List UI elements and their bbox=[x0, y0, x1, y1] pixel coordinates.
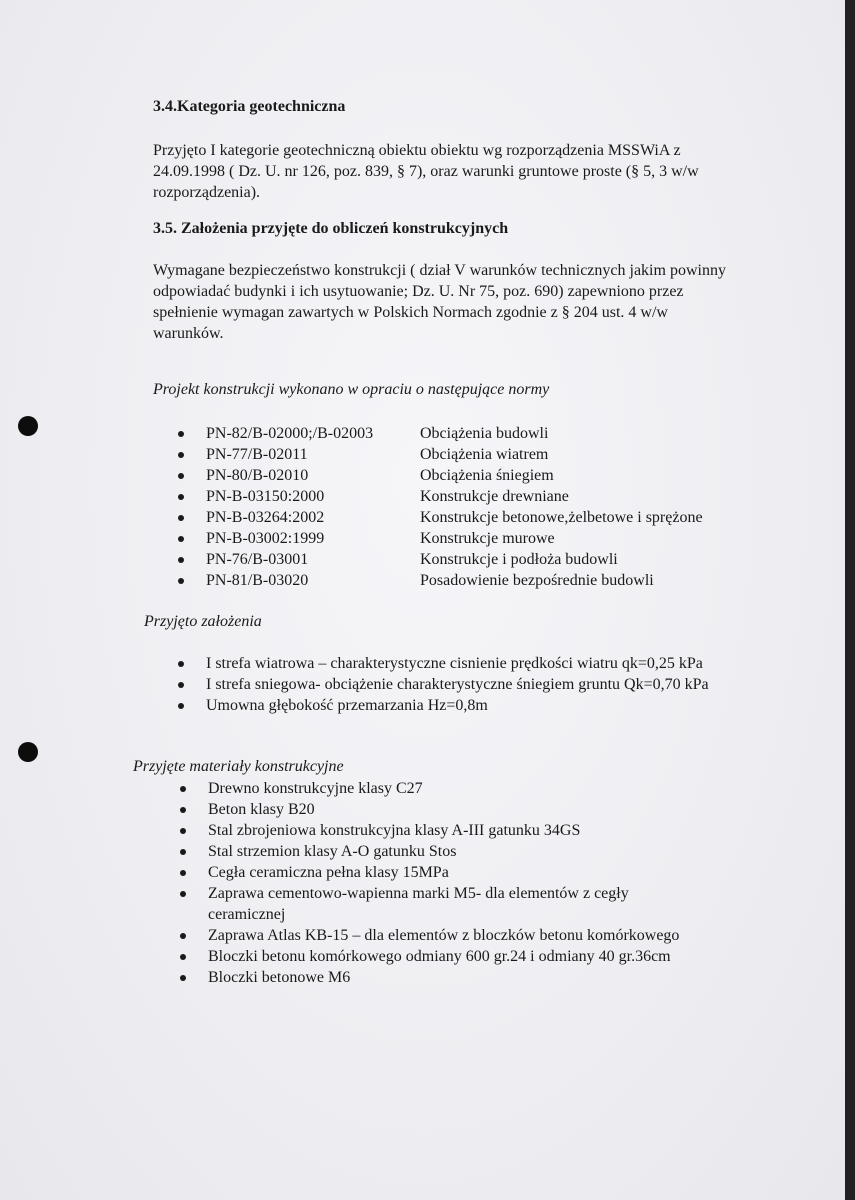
list-item-text: Drewno konstrukcyjne klasy C27 bbox=[208, 780, 423, 797]
list-item bbox=[178, 883, 688, 925]
norm-description: Konstrukcje i podłoża budowli bbox=[420, 551, 618, 568]
bullet-icon bbox=[180, 975, 186, 981]
bullet-icon bbox=[178, 661, 184, 667]
norm-code: PN-76/B-03001 bbox=[206, 551, 309, 568]
list-item-text: Zaprawa cementowo-wapienna marki M5- dla elementów z cegły ceramicznej bbox=[208, 885, 629, 923]
norm-description: Posadowienie bezpośrednie budowli bbox=[420, 572, 654, 589]
list-item bbox=[176, 528, 703, 549]
norm-description: Konstrukcje murowe bbox=[420, 530, 555, 547]
norm-description: Obciążenia budowli bbox=[420, 425, 549, 442]
norm-code: PN-B-03264:2002 bbox=[206, 509, 325, 526]
norm-description: Konstrukcje betonowe,żelbetowe i sprężone bbox=[420, 509, 703, 526]
norm-description: Konstrukcje drewniane bbox=[420, 488, 569, 505]
bullet-icon bbox=[178, 431, 184, 437]
list-item bbox=[176, 549, 703, 570]
list-item bbox=[178, 799, 738, 820]
list-item-text: Umowna głębokość przemarzania Hz=0,8m bbox=[206, 697, 488, 714]
list-item-text: Beton klasy B20 bbox=[208, 801, 315, 818]
norms-heading: Projekt konstrukcji wykonano w opraciu o następujące normy bbox=[153, 381, 550, 398]
list-item bbox=[178, 946, 738, 967]
list-item bbox=[178, 967, 738, 988]
list-item bbox=[178, 841, 738, 862]
list-item bbox=[176, 486, 703, 507]
list-item bbox=[178, 820, 738, 841]
list-item bbox=[178, 778, 738, 799]
bullet-icon bbox=[180, 954, 186, 960]
list-item-text: Cegła ceramiczna pełna klasy 15MPa bbox=[208, 864, 449, 881]
bullet-icon bbox=[180, 786, 186, 792]
section-heading-assumptions: 3.5. Założenia przyjęte do obliczeń konstrukcyjnych bbox=[153, 220, 509, 237]
list-item bbox=[176, 570, 703, 591]
bullet-icon bbox=[180, 807, 186, 813]
scan-edge bbox=[845, 0, 855, 1200]
norm-code: PN-B-03002:1999 bbox=[206, 530, 325, 547]
materials-heading: Przyjęte materiały konstrukcyjne bbox=[133, 758, 344, 775]
list-item-text: Bloczki betonu komórkowego odmiany 600 gr.24 i odmiany 40 gr.36cm bbox=[208, 948, 671, 965]
paragraph-safety: Wymagane bezpieczeństwo konstrukcji ( dział V warunków technicznych jakim powinny odpowiadać budynki i ich usytuowanie; Dz. U. Nr 75, poz. 690) zapewniono przez spełnienie wymagan zawartych w Polskich Normach zgodnie z § 204 ust. 4 w/w warunków. bbox=[153, 262, 726, 342]
list-item-text: Zaprawa Atlas KB-15 – dla elementów z bloczków betonu komórkowego bbox=[208, 927, 680, 944]
bullet-icon bbox=[180, 891, 186, 897]
bullet-icon bbox=[178, 682, 184, 688]
section-heading-geotechnical: 3.4.Kategoria geotechniczna bbox=[153, 98, 346, 115]
bullet-icon bbox=[178, 557, 184, 563]
bullet-icon bbox=[178, 578, 184, 584]
bullet-icon bbox=[178, 473, 184, 479]
punch-hole bbox=[18, 416, 38, 436]
norm-description: Obciążenia śniegiem bbox=[420, 467, 554, 484]
list-item bbox=[176, 653, 709, 674]
norm-code: PN-B-03150:2000 bbox=[206, 488, 325, 505]
bullet-icon bbox=[178, 536, 184, 542]
list-item-text: I strefa sniegowa- obciążenie charakterystyczne śniegiem gruntu Qk=0,70 kPa bbox=[206, 676, 709, 693]
list-item bbox=[176, 674, 709, 695]
list-item bbox=[176, 507, 703, 528]
assumptions-list bbox=[176, 653, 709, 716]
list-item bbox=[178, 862, 738, 883]
bullet-icon bbox=[178, 494, 184, 500]
list-item bbox=[176, 444, 703, 465]
list-item bbox=[176, 423, 703, 444]
norms-list bbox=[176, 423, 703, 591]
list-item-text: Stal strzemion klasy A-O gatunku Stos bbox=[208, 843, 457, 860]
bullet-icon bbox=[180, 828, 186, 834]
norm-code: PN-77/B-02011 bbox=[206, 446, 308, 463]
list-item bbox=[178, 925, 738, 946]
list-item-text: Stal zbrojeniowa konstrukcyjna klasy A-III gatunku 34GS bbox=[208, 822, 581, 839]
materials-list bbox=[178, 778, 738, 988]
assumptions-heading: Przyjęto założenia bbox=[144, 613, 262, 630]
bullet-icon bbox=[178, 515, 184, 521]
bullet-icon bbox=[180, 849, 186, 855]
bullet-icon bbox=[180, 933, 186, 939]
list-item bbox=[176, 695, 709, 716]
norm-code: PN-81/B-03020 bbox=[206, 572, 309, 589]
list-item-text: I strefa wiatrowa – charakterystyczne cisnienie prędkości wiatru qk=0,25 kPa bbox=[206, 655, 703, 672]
paragraph-geotechnical: Przyjęto I kategorie geotechniczną obiektu obiektu wg rozporządzenia MSSWiA z 24.09.1998 ( Dz. U. nr 126, poz. 839, § 7), oraz warunki gruntowe proste (§ 5, 3 w/w rozporządzenia). bbox=[153, 142, 699, 201]
list-item bbox=[176, 465, 703, 486]
norm-code: PN-82/B-02000;/B-02003 bbox=[206, 425, 374, 442]
bullet-icon bbox=[178, 452, 184, 458]
norm-code: PN-80/B-02010 bbox=[206, 467, 309, 484]
list-item-text: Bloczki betonowe M6 bbox=[208, 969, 351, 986]
norm-description: Obciążenia wiatrem bbox=[420, 446, 549, 463]
punch-hole bbox=[18, 742, 38, 762]
bullet-icon bbox=[178, 703, 184, 709]
bullet-icon bbox=[180, 870, 186, 876]
